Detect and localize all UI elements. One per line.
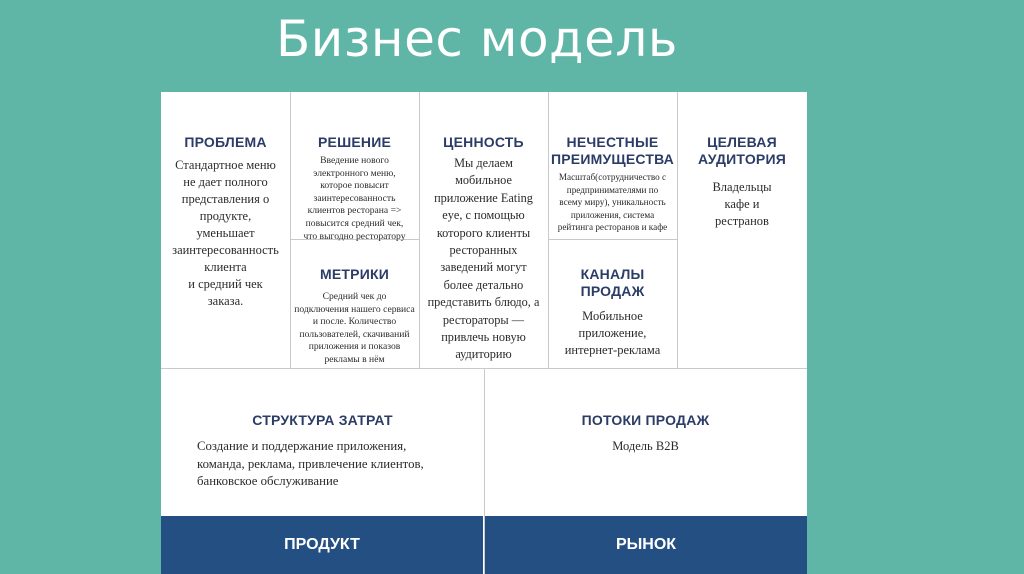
revenue-heading: ПОТОКИ ПРОДАЖ bbox=[581, 412, 710, 428]
problem-heading: ПРОБЛЕМА bbox=[184, 134, 267, 150]
metrics-text: Средний чек до подключения нашего сервиса и после. Количество пользователей, скачиваний приложения и показов рекламы в нём bbox=[294, 291, 415, 365]
audience-cell bbox=[677, 134, 807, 230]
audience-heading: ЦЕЛЕВАЯ АУДИТОРИЯ bbox=[698, 134, 786, 167]
business-model-canvas bbox=[161, 92, 807, 574]
channels-cell bbox=[548, 266, 677, 359]
problem-text: Стандартное меню не дает полного представления о продукте, уменьшает заинтересованность клиента и средний чек заказа. bbox=[172, 158, 279, 308]
channels-text: Мобильное приложение, интернет-реклама bbox=[564, 309, 661, 357]
value-heading: ЦЕННОСТЬ bbox=[443, 134, 524, 150]
slide-title: Бизнес модель bbox=[276, 10, 678, 68]
footer-market: РЫНОК bbox=[485, 516, 807, 574]
grid-line bbox=[548, 239, 677, 240]
value-cell bbox=[419, 134, 548, 364]
revenue-text: Модель B2B bbox=[612, 439, 679, 453]
costs-text: Создание и поддержание приложения, команда, реклама, привлечение клиентов, банковское обслуживание bbox=[197, 439, 424, 488]
solution-heading: РЕШЕНИЕ bbox=[318, 134, 391, 150]
solution-text: Введение нового электронного меню, которое повысит заинтересованность клиентов ресторана => повысится средний чек, что выгодно ресторатору bbox=[303, 155, 406, 242]
audience-text: Владельцы кафе и рестранов bbox=[712, 180, 772, 228]
advantage-heading: НЕЧЕСТНЫЕ ПРЕИМУЩЕСТВА bbox=[550, 134, 674, 167]
advantage-text: Масштаб(сотрудничество с предпринимателями по всему миру), уникальность приложения, система рейтинга ресторанов и кафе bbox=[557, 172, 668, 233]
costs-heading: СТРУКТУРА ЗАТРАТ bbox=[252, 412, 393, 428]
footer-product: ПРОДУКТ bbox=[161, 516, 483, 574]
costs-cell bbox=[161, 412, 484, 429]
value-text: Мы делаем мобильное приложение Eating eye, с помощью которого клиенты ресторанных заведений могут более детально представить блюдо, а рестораторы — привлечь новую аудиторию bbox=[427, 156, 540, 362]
metrics-heading: МЕТРИКИ bbox=[320, 266, 389, 282]
revenue-cell bbox=[484, 412, 807, 455]
solution-cell bbox=[290, 134, 419, 243]
advantage-cell bbox=[548, 134, 677, 234]
problem-cell bbox=[161, 134, 290, 310]
channels-heading: КАНАЛЫ ПРОДАЖ bbox=[580, 266, 645, 299]
metrics-cell bbox=[290, 266, 419, 367]
